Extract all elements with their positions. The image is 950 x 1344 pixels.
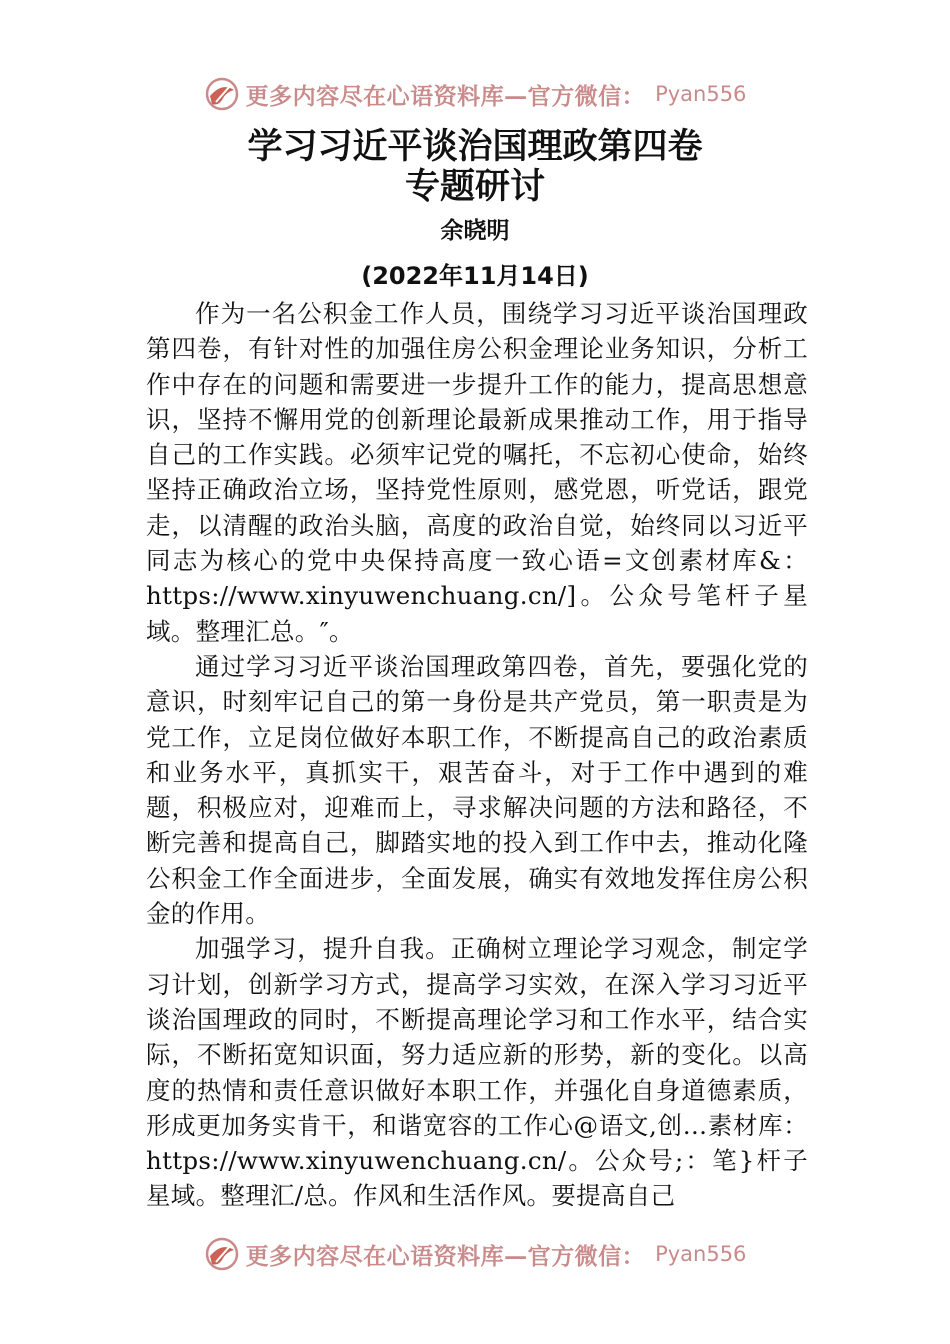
document-author: 余晓明 <box>440 218 510 244</box>
watermark-wechat-id: Pyan556 <box>655 82 747 106</box>
watermark-wechat-id: Pyan556 <box>655 1242 747 1266</box>
document-date: (2022年11月14日) <box>361 262 589 290</box>
watermark-banner-bottom <box>0 1232 950 1276</box>
paragraph: 加强学习，提升自我。正确树立理论学习观念，制定学习计划，创新学习方式，提高学习实效，在深入学习习近平谈治国理政的同时，不断提高理论学习和工作水平，结合实际，不断拓宽知识面，努力适应新的形势，新的变化。以高度的热情和责任意识做好本职工作，并强化自身道德素质， 形成更加务实肯干，和谐宽容的工作心@语文,创…素材库：https://www.xinyuwenchuang.cn/。公众号;：笔}杆子星域。整理汇/总。作风和生活作风。要提高自己 <box>146 934 808 1211</box>
document-title: 学习习近平谈治国理政第四卷 <box>247 127 703 167</box>
document-body <box>146 296 808 1214</box>
watermark-text: 更多内容尽在心语资料库—官方微信： <box>245 82 646 110</box>
brand-logo-icon <box>204 1236 240 1272</box>
watermark-banner-top <box>0 72 950 116</box>
brand-logo-icon <box>204 76 240 112</box>
paragraph: 通过学习习近平谈治国理政第四卷，首先，要强化党的意识，时刻牢记自己的第一身份是共产党员，第一职责是为党工作，立足岗位做好本职工作，不断提高自己的政治素质和业务水平，真抓实干，艰苦奋斗，对于工作中遇到的难题，积极应对，迎难而上，寻求解决问题的方法和路径，不断完善和提高自己，脚踏实地的投入到工作中去，推动化隆公积金工作全面进步，全面发展，确实有效地发挥住房公积金的作用。 <box>146 651 808 929</box>
document-subtitle: 专题研讨 <box>404 167 545 207</box>
paragraph: 作为一名公积金工作人员，围绕学习习近平谈治国理政第四卷，有针对性的加强住房公积金理论业务知识，分析工作中存在的问题和需要进一步提升工作的能力，提高思想意识，坚持不懈用党的创新理论最新成果推动工作，用于指导自己的工作实践。必须牢记党的嘱托，不忘初心使命，始终坚持正确政治立场，坚持党性原则，感党恩，听党话，跟党走，以清醒的政治头脑，高度的政治自觉，始终同以习近平同志为核心的党中央保持高度一致心语=文创素材库&：https://www.xinyuwenchuang.cn/]。公众号笔杆子星域。整理汇总。″。 <box>146 299 808 646</box>
watermark-text: 更多内容尽在心语资料库—官方微信： <box>245 1242 646 1270</box>
